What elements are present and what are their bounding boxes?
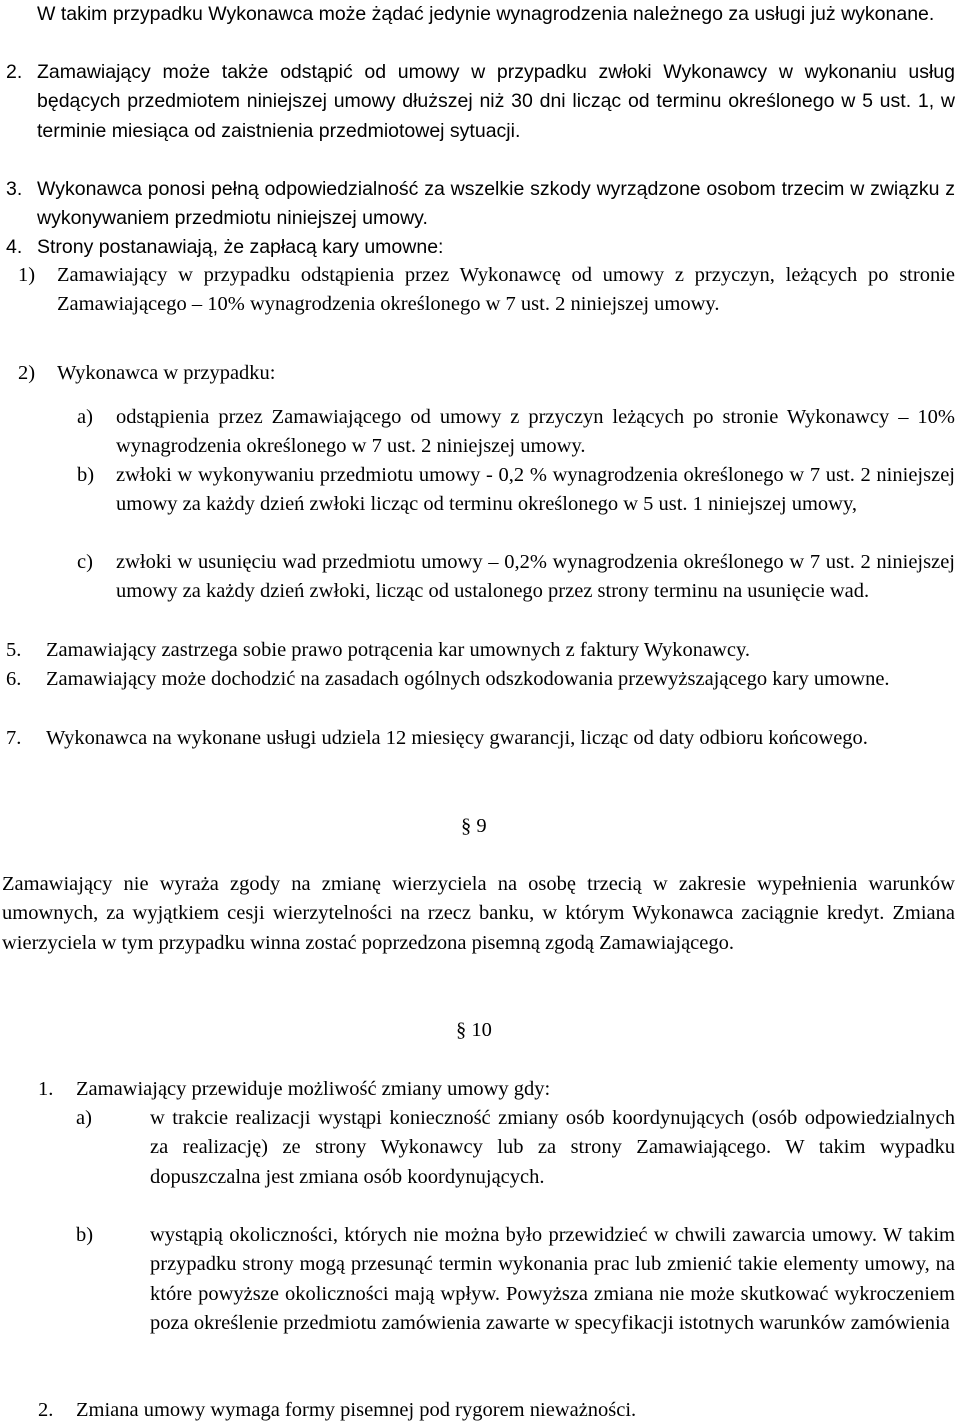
section-10-point-1: 1. Zamawiający przewiduje możliwość zmiany umowy gdy: — [38, 1078, 551, 1100]
penalty-item-2: 2) Wykonawca w przypadku: — [18, 362, 276, 384]
paragraph-7: 7. Wykonawca na wykonane usługi udziela 12 miesięcy gwarancji, licząc od daty odbioru końcowego. — [6, 727, 868, 749]
section-9-heading: § 9 — [461, 815, 487, 837]
section-10-point-2: 2. Zmiana umowy wymaga formy pisemnej pod rygorem nieważności. — [38, 1399, 637, 1421]
paragraph-4: 4. Strony postanawiają, że zapłacą kary umowne: — [6, 236, 444, 258]
section-10-subitem-a: a) w trakcie realizacji wystąpi konieczność zmiany osób koordynujących (osób odpowiedzialnych za realizację) ze strony Wykonawcy lub za strony Zamawiającego. W takim wypadku dopuszczalna jest zmiana osób koordynujących. — [76, 1107, 955, 1188]
section-sign-icon: § — [456, 1019, 467, 1041]
section-9-text: Zamawiający nie wyraża zgody na zmianę wierzyciela na osobę trzecią w zakresie wypełnienia warunków umownych, za wyjątkiem cesji wierzytelności na rzecz banku, w którym Wykonawca zaciągnie kredyt. Zmiana wierzyciela w tym przypadku winna zostać poprzedzona pisemną zgodą Zamawiającego. — [2, 873, 955, 954]
penalty-item-1: 1) Zamawiający w przypadku odstąpienia przez Wykonawcę od umowy z przyczyn, leżących po stronie Zamawiającego – 10% wynagrodzenia określonego w 7 ust. 2 niniejszej umowy. — [18, 264, 955, 316]
paragraph-5: 5. Zamawiający zastrzega sobie prawo potrącenia kar umownych z faktury Wykonawcy. — [6, 639, 751, 661]
paragraph-continuation: W takim przypadku Wykonawca może żądać jedynie wynagrodzenia należnego za usługi już wykonane. — [37, 3, 935, 25]
paragraph-3: 3. Wykonawca ponosi pełną odpowiedzialność za wszelkie szkody wyrządzone osobom trzecim w związku z wykonywaniem przedmiotu niniejszej umowy. — [6, 178, 955, 230]
paragraph-2: 2. Zamawiający może także odstąpić od umowy w przypadku zwłoki Wykonawcy w wykonaniu usług będących przedmiotem niniejszej umowy dłuższej niż 30 dni licząc od terminu określonego w 5 ust. 1, w terminie miesiąca od zaistnienia przedmiotowej sytuacji. — [6, 61, 955, 142]
penalty-subitem-b: b) zwłoki w wykonywaniu przedmiotu umowy - 0,2 % wynagrodzenia określonego w 7 ust. 2 niniejszej umowy za każdy dzień zwłoki licząc od terminu określonego w 5 ust. 1 niniejszej umowy, — [77, 464, 955, 516]
section-10-subitem-b: b) wystąpią okoliczności, których nie można było przewidzieć w chwili zawarcia umowy. W takim przypadku strony mogą przesunąć termin wykonania prac lub zmienić takie elementy umowy, na które powyższe okoliczności mają wpływ. Powyższa zmiana nie może skutkować wykroczeniem poza określenie przedmiotu zamówienia zawarte w specyfikacji istotnych warunków zamówienia — [76, 1224, 955, 1335]
paragraph-6: 6. Zamawiający może dochodzić na zasadach ogólnych odszkodowania przewyższającego kary umowne. — [6, 668, 890, 690]
section-sign-icon: § — [461, 815, 472, 837]
penalty-subitem-c: c) zwłoki w usunięciu wad przedmiotu umowy – 0,2% wynagrodzenia określonego w 7 ust. 2 niniejszej umowy za każdy dzień zwłoki, licząc od ustalonego przez strony terminu na usunięcie wad. — [77, 551, 955, 603]
penalty-subitem-a: a) odstąpienia przez Zamawiającego od umowy z przyczyn leżących po stronie Wykonawcy – 10% wynagrodzenia określonego w 7 ust. 2 niniejszej umowy. — [77, 406, 955, 458]
section-10-heading: § 10 — [456, 1019, 492, 1041]
